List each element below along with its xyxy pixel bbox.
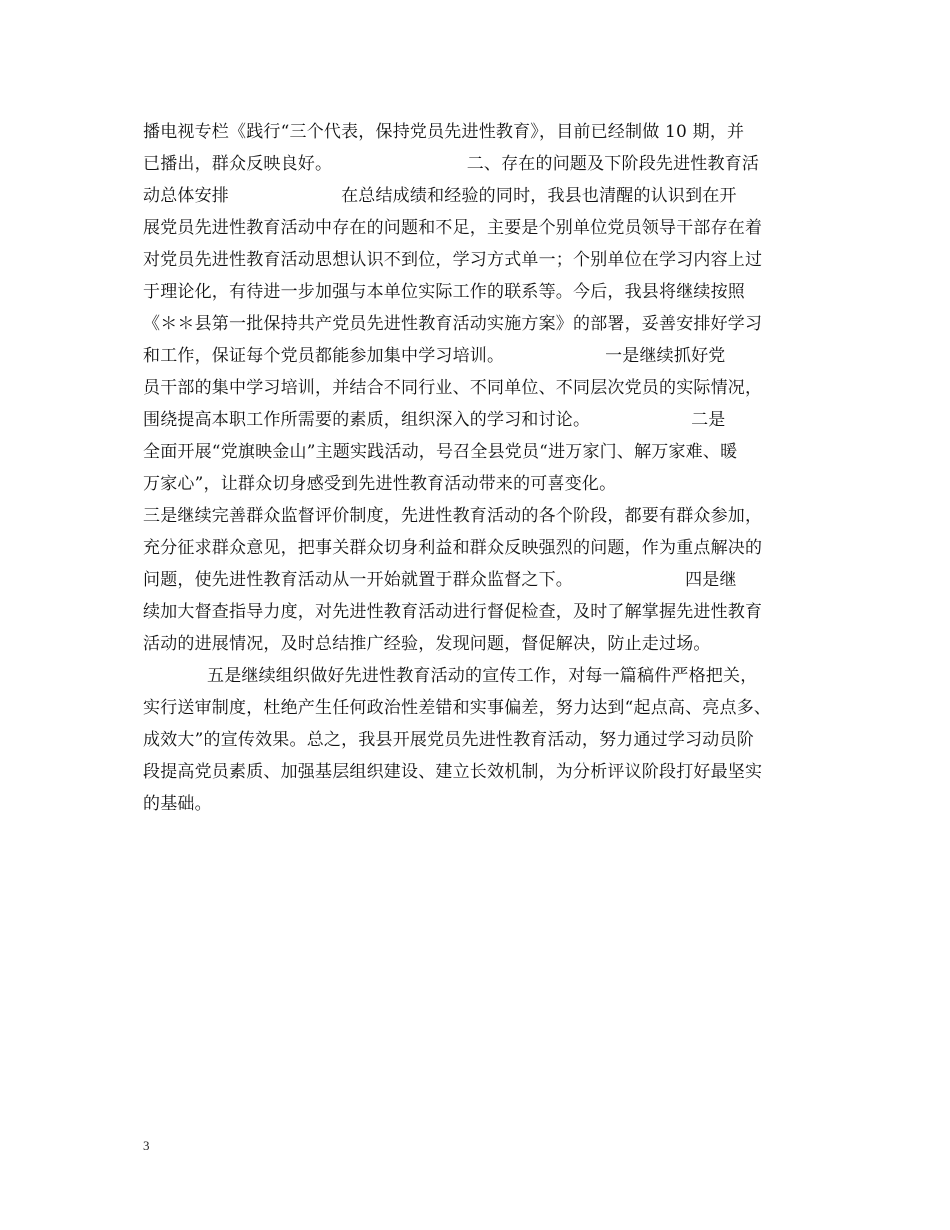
body-text <box>143 116 823 820</box>
text-line: 续加大督查指导力度，对先进性教育活动进行督促检查，及时了解掌握先进性教育 <box>143 602 763 622</box>
text-line: 围绕提高本职工作所需要的素质，组织深入的学习和讨论。 二是 <box>143 410 726 430</box>
text-line: 成效大”的宣传效果。总之，我县开展党员先进性教育活动，努力通过学习动员阶 <box>143 730 754 750</box>
text-line: 动总体安排 在总结成绩和经验的同时，我县也清醒的认识到在开 <box>143 186 737 206</box>
text-line: 三是继续完善群众监督评价制度，先进性教育活动的各个阶段，都要有群众参加， <box>143 506 763 526</box>
text-line: 《＊＊县第一批保持共产党员先进性教育活动实施方案》的部署，妥善安排好学习 <box>143 314 763 334</box>
text-line: 展党员先进性教育活动中存在的问题和不足，主要是个别单位党员领导干部存在着 <box>143 218 763 238</box>
text-line: 充分征求群众意见，把事关群众切身利益和群众反映强烈的问题，作为重点解决的 <box>143 538 763 558</box>
text-line: 五是继续组织做好先进性教育活动的宣传工作，对每一篇稿件严格把关， <box>207 666 758 686</box>
text-line: 实行送审制度，杜绝产生任何政治性差错和实事偏差，努力达到“起点高、亮点多、 <box>143 698 772 718</box>
text-line: 万家心”，让群众切身感受到先进性教育活动带来的可喜变化。 <box>143 474 617 494</box>
text-line: 活动的进展情况，及时总结推广经验，发现问题，督促解决，防止走过场。 <box>143 634 711 654</box>
text-line: 全面开展“党旗映金山”主题实践活动，号召全县党员“进万家门、解万家难、暖 <box>143 442 738 462</box>
text-line: 段提高党员素质、加强基层组织建设、建立长效机制，为分析评议阶段打好最坚实 <box>143 762 763 782</box>
page-number: 3 <box>143 1138 150 1153</box>
text-line: 和工作，保证每个党员都能参加集中学习培训。 一是继续抓好党 <box>143 346 726 366</box>
text-line: 对党员先进性教育活动思想认识不到位，学习方式单一；个别单位在学习内容上过 <box>143 250 763 270</box>
text-line: 员干部的集中学习培训，并结合不同行业、不同单位、不同层次党员的实际情况， <box>143 378 763 398</box>
text-line: 于理论化，有待进一步加强与本单位实际工作的联系等。今后，我县将继续按照 <box>143 282 745 302</box>
text-line: 已播出，群众反映良好。 二、存在的问题及下阶段先进性教育活 <box>143 154 760 174</box>
text-line: 的基础。 <box>143 794 212 814</box>
text-line: 播电视专栏《践行“三个代表，保持党员先进性教育》，目前已经制做 10 期，并 <box>143 122 745 142</box>
text-line: 问题，使先进性教育活动从一开始就置于群众监督之下。 四是继 <box>143 570 737 590</box>
